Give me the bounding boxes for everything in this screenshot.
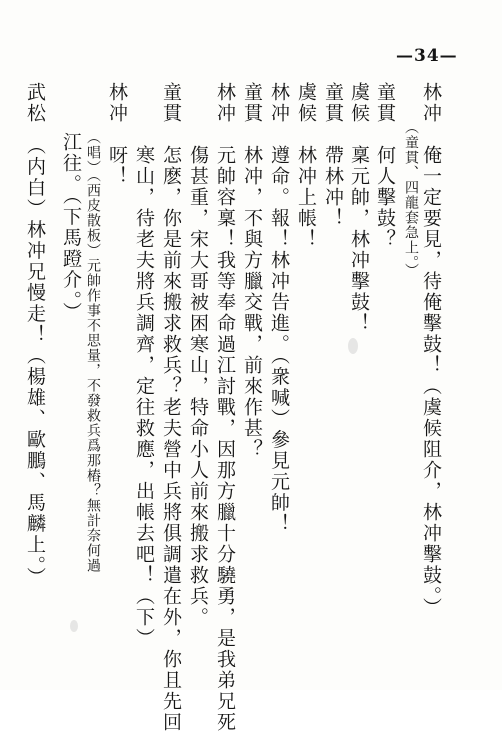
- text-column-13: 林冲 呀！: [106, 82, 128, 187]
- text-column-4: 虞候 稟元帥，林冲擊鼓！: [348, 82, 370, 334]
- text-column-5: 童貫 帶林冲！: [322, 82, 344, 229]
- text-column-8: 童貫 林冲，不與方臘交戰，前來作甚？: [241, 82, 263, 460]
- ink-smudge: [348, 338, 358, 354]
- text-column-12: 寒山，待老夫將兵調齊，定往救應，出帳去吧！（下）: [133, 82, 155, 649]
- stage-direction-column-2: （童貫、四龍套急上。）: [403, 120, 419, 278]
- text-column-16: 武松 （内白）林冲兄慢走！（楊雄、歐鵬、馬麟上。）: [24, 82, 46, 588]
- text-column-7: 林冲 遵命。報！林冲告進。（衆喊）參見元帥！: [268, 82, 290, 535]
- text-column-10: 傷甚重，宋大哥被困寒山，特命小人前來搬求救兵。: [187, 82, 209, 628]
- page-number: —34—: [396, 46, 458, 66]
- text-column-9: 林冲 元帥容稟！我等奉命過江討戰，因那方臘十分驍勇，是我弟兄死: [214, 82, 236, 733]
- text-column-3: 童貫 何人擊鼓？: [374, 82, 396, 250]
- ink-smudge: [70, 620, 78, 632]
- text-column-11: 童貫 怎麽，你是前來搬求救兵？老夫營中兵將俱調遣在外，你且先回: [160, 82, 182, 733]
- text-column-15: 江往。（下馬蹬介。）: [60, 132, 82, 323]
- song-column-14: （唱）（西皮散板）元帥作事不思量，不發救兵爲那樁？無計奈何過: [85, 130, 101, 573]
- text-column-1: 林冲 俺一定要見，待俺擊鼓！（虞候阻介，林冲擊鼓。）: [420, 82, 442, 619]
- text-column-6: 虞候 林冲上帳！: [295, 82, 317, 250]
